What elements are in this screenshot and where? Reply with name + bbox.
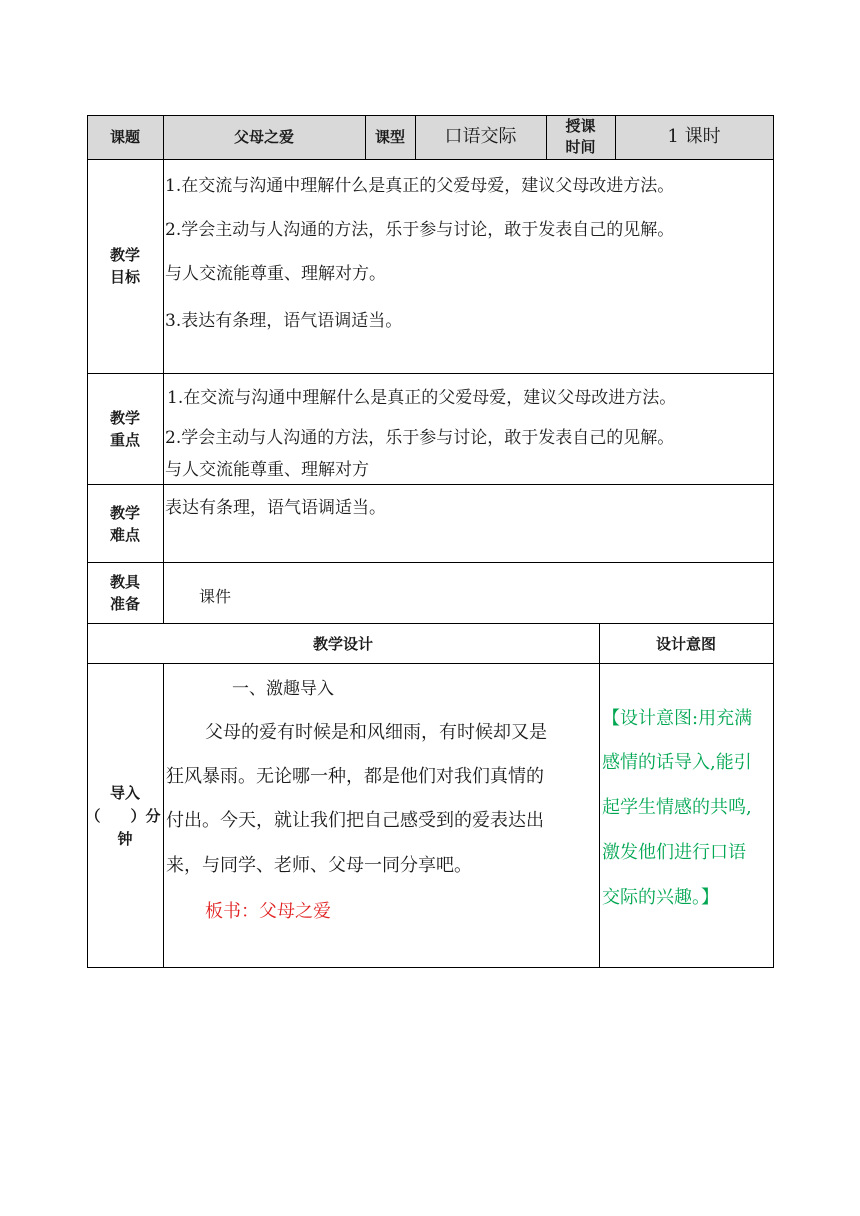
materials-label — [87, 571, 163, 615]
row-divider — [87, 373, 774, 374]
type-value: 口语交际 — [444, 126, 517, 147]
difficulties-text: 表达有条理，语气语调适当。 — [165, 498, 386, 518]
time-label — [546, 116, 615, 158]
intro-label-line3: 钟 — [117, 830, 133, 848]
difficulties-label — [87, 502, 163, 546]
design-intent-line: 激发他们进行口语 — [602, 842, 746, 863]
materials-label-line1: 教具 — [109, 573, 140, 591]
key-points-label-line1: 教学 — [109, 409, 140, 427]
materials-text: 课件 — [199, 587, 232, 606]
row-divider — [87, 663, 774, 664]
difficulties-label-line1: 教学 — [109, 504, 140, 522]
key-point-line: 2.学会主动与人沟通的方法，乐于参与讨论，敢于发表自己的见解。 — [165, 428, 675, 448]
intro-paragraph-line: 来，与同学、老师、父母一同分享吧。 — [166, 855, 472, 876]
design-intent-line: 【设计意图:用充满 — [602, 708, 753, 729]
objectives-label-line2: 目标 — [109, 268, 140, 286]
time-label-line2: 时间 — [565, 138, 596, 156]
row-divider — [87, 159, 774, 160]
table-border-top — [87, 115, 774, 116]
column-divider — [163, 115, 164, 624]
time-value: 1 课时 — [667, 126, 721, 147]
objectives-label-line1: 教学 — [109, 246, 140, 264]
design-intent-line: 交际的兴趣。】 — [602, 887, 719, 908]
materials-label-line2: 准备 — [109, 595, 140, 613]
design-intent-line: 起学生情感的共鸣, — [602, 797, 752, 818]
intro-paragraph-line: 狂风暴雨。无论哪一种，都是他们对我们真情的 — [166, 766, 544, 787]
key-point-line: 1.在交流与沟通中理解什么是真正的父爱母爱，建议父母改进方法。 — [167, 388, 677, 408]
intro-label-line1: 导入 — [109, 784, 140, 802]
row-divider — [87, 484, 774, 485]
key-points-label — [87, 407, 163, 451]
board-label: 板书： — [205, 901, 259, 922]
table-border-right — [773, 115, 774, 968]
board-value: 父母之爱 — [259, 901, 331, 922]
design-intent-line: 感情的话导入,能引 — [602, 752, 752, 773]
objective-line: 3.表达有条理，语气语调适当。 — [165, 311, 403, 331]
objectives-label — [87, 244, 163, 288]
design-header-left: 教学设计 — [312, 635, 373, 653]
board-writing — [205, 901, 331, 923]
column-divider — [599, 623, 600, 968]
difficulties-label-line2: 难点 — [109, 526, 140, 544]
objective-line: 2.学会主动与人沟通的方法，乐于参与讨论，敢于发表自己的见解。 — [165, 220, 675, 240]
intro-paragraph-line: 付出。今天，就让我们把自己感受到的爱表达出 — [166, 810, 544, 831]
time-label-line1: 授课 — [565, 117, 596, 135]
row-divider — [87, 562, 774, 563]
objective-line: 与人交流能尊重、理解对方。 — [165, 264, 386, 284]
topic-value: 父母之爱 — [233, 128, 294, 146]
objective-line: 1.在交流与沟通中理解什么是真正的父爱母爱，建议父母改进方法。 — [165, 176, 675, 196]
table-border-bottom — [87, 967, 774, 968]
row-divider — [87, 623, 774, 624]
topic-label: 课题 — [109, 128, 140, 146]
key-point-line: 与人交流能尊重、理解对方 — [165, 460, 369, 480]
key-points-label-line2: 重点 — [109, 431, 140, 449]
design-header-right: 设计意图 — [655, 635, 716, 653]
column-divider — [163, 663, 164, 968]
intro-label — [87, 782, 163, 851]
intro-heading: 一、激趣导入 — [232, 679, 334, 699]
intro-paragraph-line: 父母的爱有时候是和风细雨，有时候却又是 — [205, 722, 547, 743]
intro-label-line2: （ ）分 — [85, 807, 161, 825]
type-label: 课型 — [374, 128, 405, 146]
